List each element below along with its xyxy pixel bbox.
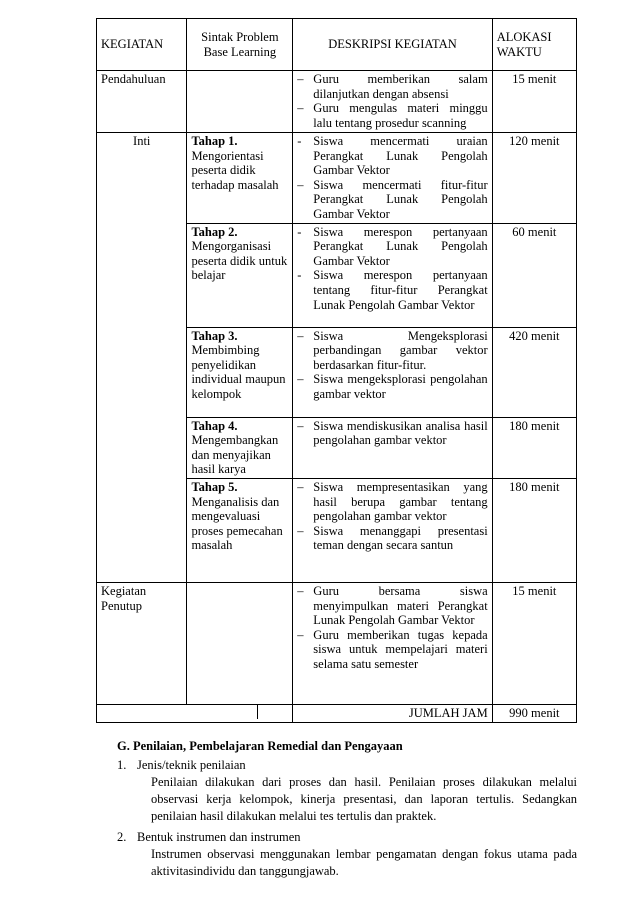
list-item: – Siswa Mengeksplorasi perbandingan gambar vektor berdasarkan fitur-fitur. (297, 328, 488, 372)
header-kegiatan: KEGIATAN (97, 19, 187, 71)
waktu-tahap-5: 180 menit (492, 478, 576, 582)
list-item: – Guru memberikan tugas kepada siswa untuk mempelajari materi selama satu semester (297, 627, 488, 671)
list-item: – Guru memberikan salam dilanjutkan dengan absensi (297, 72, 488, 101)
sintak-tahap-5: Tahap 5. Menganalisis dan mengevaluasi proses pemecahan masalah (187, 478, 293, 582)
total-label: JUMLAH JAM (293, 704, 492, 722)
sintak-tahap-1: Tahap 1. Mengorientasi peserta didik terhadap masalah (187, 133, 293, 224)
item-number: 1. (117, 758, 127, 772)
item-body: Instrumen observasi menggunakan lembar pengamatan dengan fokus utama pada aktivitasindividu dan tanggungjawab. (151, 847, 577, 878)
sintak-empty (187, 582, 293, 704)
deskripsi-tahap-5 (293, 478, 492, 582)
list-item (117, 829, 577, 880)
section-title: G. Penilaian, Pembelajaran Remedial dan Pengayaan (117, 739, 403, 753)
item-heading: Bentuk instrumen dan instrumen (137, 830, 301, 844)
total-value: 990 menit (492, 704, 576, 722)
deskripsi-tahap-4 (293, 417, 492, 478)
waktu-tahap-4: 180 menit (492, 417, 576, 478)
list-item: – Guru mengulas materi minggu lalu tentang prosedur scanning (297, 101, 488, 130)
list-item (117, 757, 577, 825)
list-item: - Siswa mencermati uraian Perangkat Lunak Pengolah Gambar Vektor (297, 134, 488, 178)
deskripsi-penutup (293, 582, 492, 704)
row-total (97, 704, 577, 722)
kegiatan-pendahuluan: Pendahuluan (97, 71, 187, 133)
waktu-pendahuluan: 15 menit (492, 71, 576, 133)
assessment-section (117, 738, 577, 884)
row-pendahuluan (97, 71, 577, 133)
deskripsi-tahap-2 (293, 223, 492, 327)
list-item: – Siswa menanggapi presentasi teman dengan secara santun (297, 523, 488, 553)
waktu-tahap-1: 120 menit (492, 133, 576, 224)
waktu-penutup: 15 menit (492, 582, 576, 704)
lesson-plan-table (96, 18, 577, 723)
header-deskripsi: DESKRIPSI KEGIATAN (293, 19, 492, 71)
row-penutup (97, 582, 577, 704)
list-item: – Siswa mengeksplorasi pengolahan gambar vektor (297, 372, 488, 401)
list-item: - Siswa merespon pertanyaan Perangkat Lunak Pengolah Gambar Vektor (297, 224, 488, 268)
total-divider (97, 705, 258, 719)
deskripsi-tahap-3 (293, 327, 492, 417)
kegiatan-inti: Inti (97, 133, 187, 583)
item-number: 2. (117, 830, 127, 844)
deskripsi-pendahuluan (293, 71, 492, 133)
waktu-tahap-2: 60 menit (492, 223, 576, 327)
list-item: – Siswa mendiskusikan analisa hasil pengolahan gambar vektor (297, 418, 488, 448)
deskripsi-tahap-1 (293, 133, 492, 224)
sintak-tahap-2: Tahap 2. Mengorganisasi peserta didik untuk belajar (187, 223, 293, 327)
header-alokasi: ALOKASI WAKTU (492, 19, 576, 71)
header-sintak: Sintak Problem Base Learning (187, 19, 293, 71)
list-item: – Siswa mempresentasikan yang hasil berupa gambar tentang pengolahan gambar vektor (297, 479, 488, 524)
kegiatan-penutup: Kegiatan Penutup (97, 582, 187, 704)
table-header-row (97, 19, 577, 71)
sintak-tahap-4: Tahap 4. Mengembangkan dan menyajikan hasil karya (187, 417, 293, 478)
list-item: – Guru bersama siswa menyimpulkan materi Perangkat Lunak Pengolah Gambar Vektor (297, 583, 488, 628)
waktu-tahap-3: 420 menit (492, 327, 576, 417)
item-heading: Jenis/teknik penilaian (137, 758, 246, 772)
row-tahap-1 (97, 133, 577, 224)
sintak-tahap-3: Tahap 3. Membimbing penyelidikan individual maupun kelompok (187, 327, 293, 417)
list-item: – Siswa mencermati fitur-fitur Perangkat Lunak Pengolah Gambar Vektor (297, 177, 488, 221)
sintak-empty (187, 71, 293, 133)
total-spacer (97, 704, 293, 722)
item-body: Penilaian dilakukan dari proses dan hasil. Penilaian proses dilakukan melalui observasi kerja kelompok, kinerja presentasi, dan laporan tertulis. Sedangkan penilaian hasil dilakukan melalui tes tertulis dan praktek. (151, 775, 577, 823)
list-item: - Siswa merespon pertanyaan tentang fitur-fitur Perangkat Lunak Pengolah Gambar Vektor (297, 268, 488, 312)
